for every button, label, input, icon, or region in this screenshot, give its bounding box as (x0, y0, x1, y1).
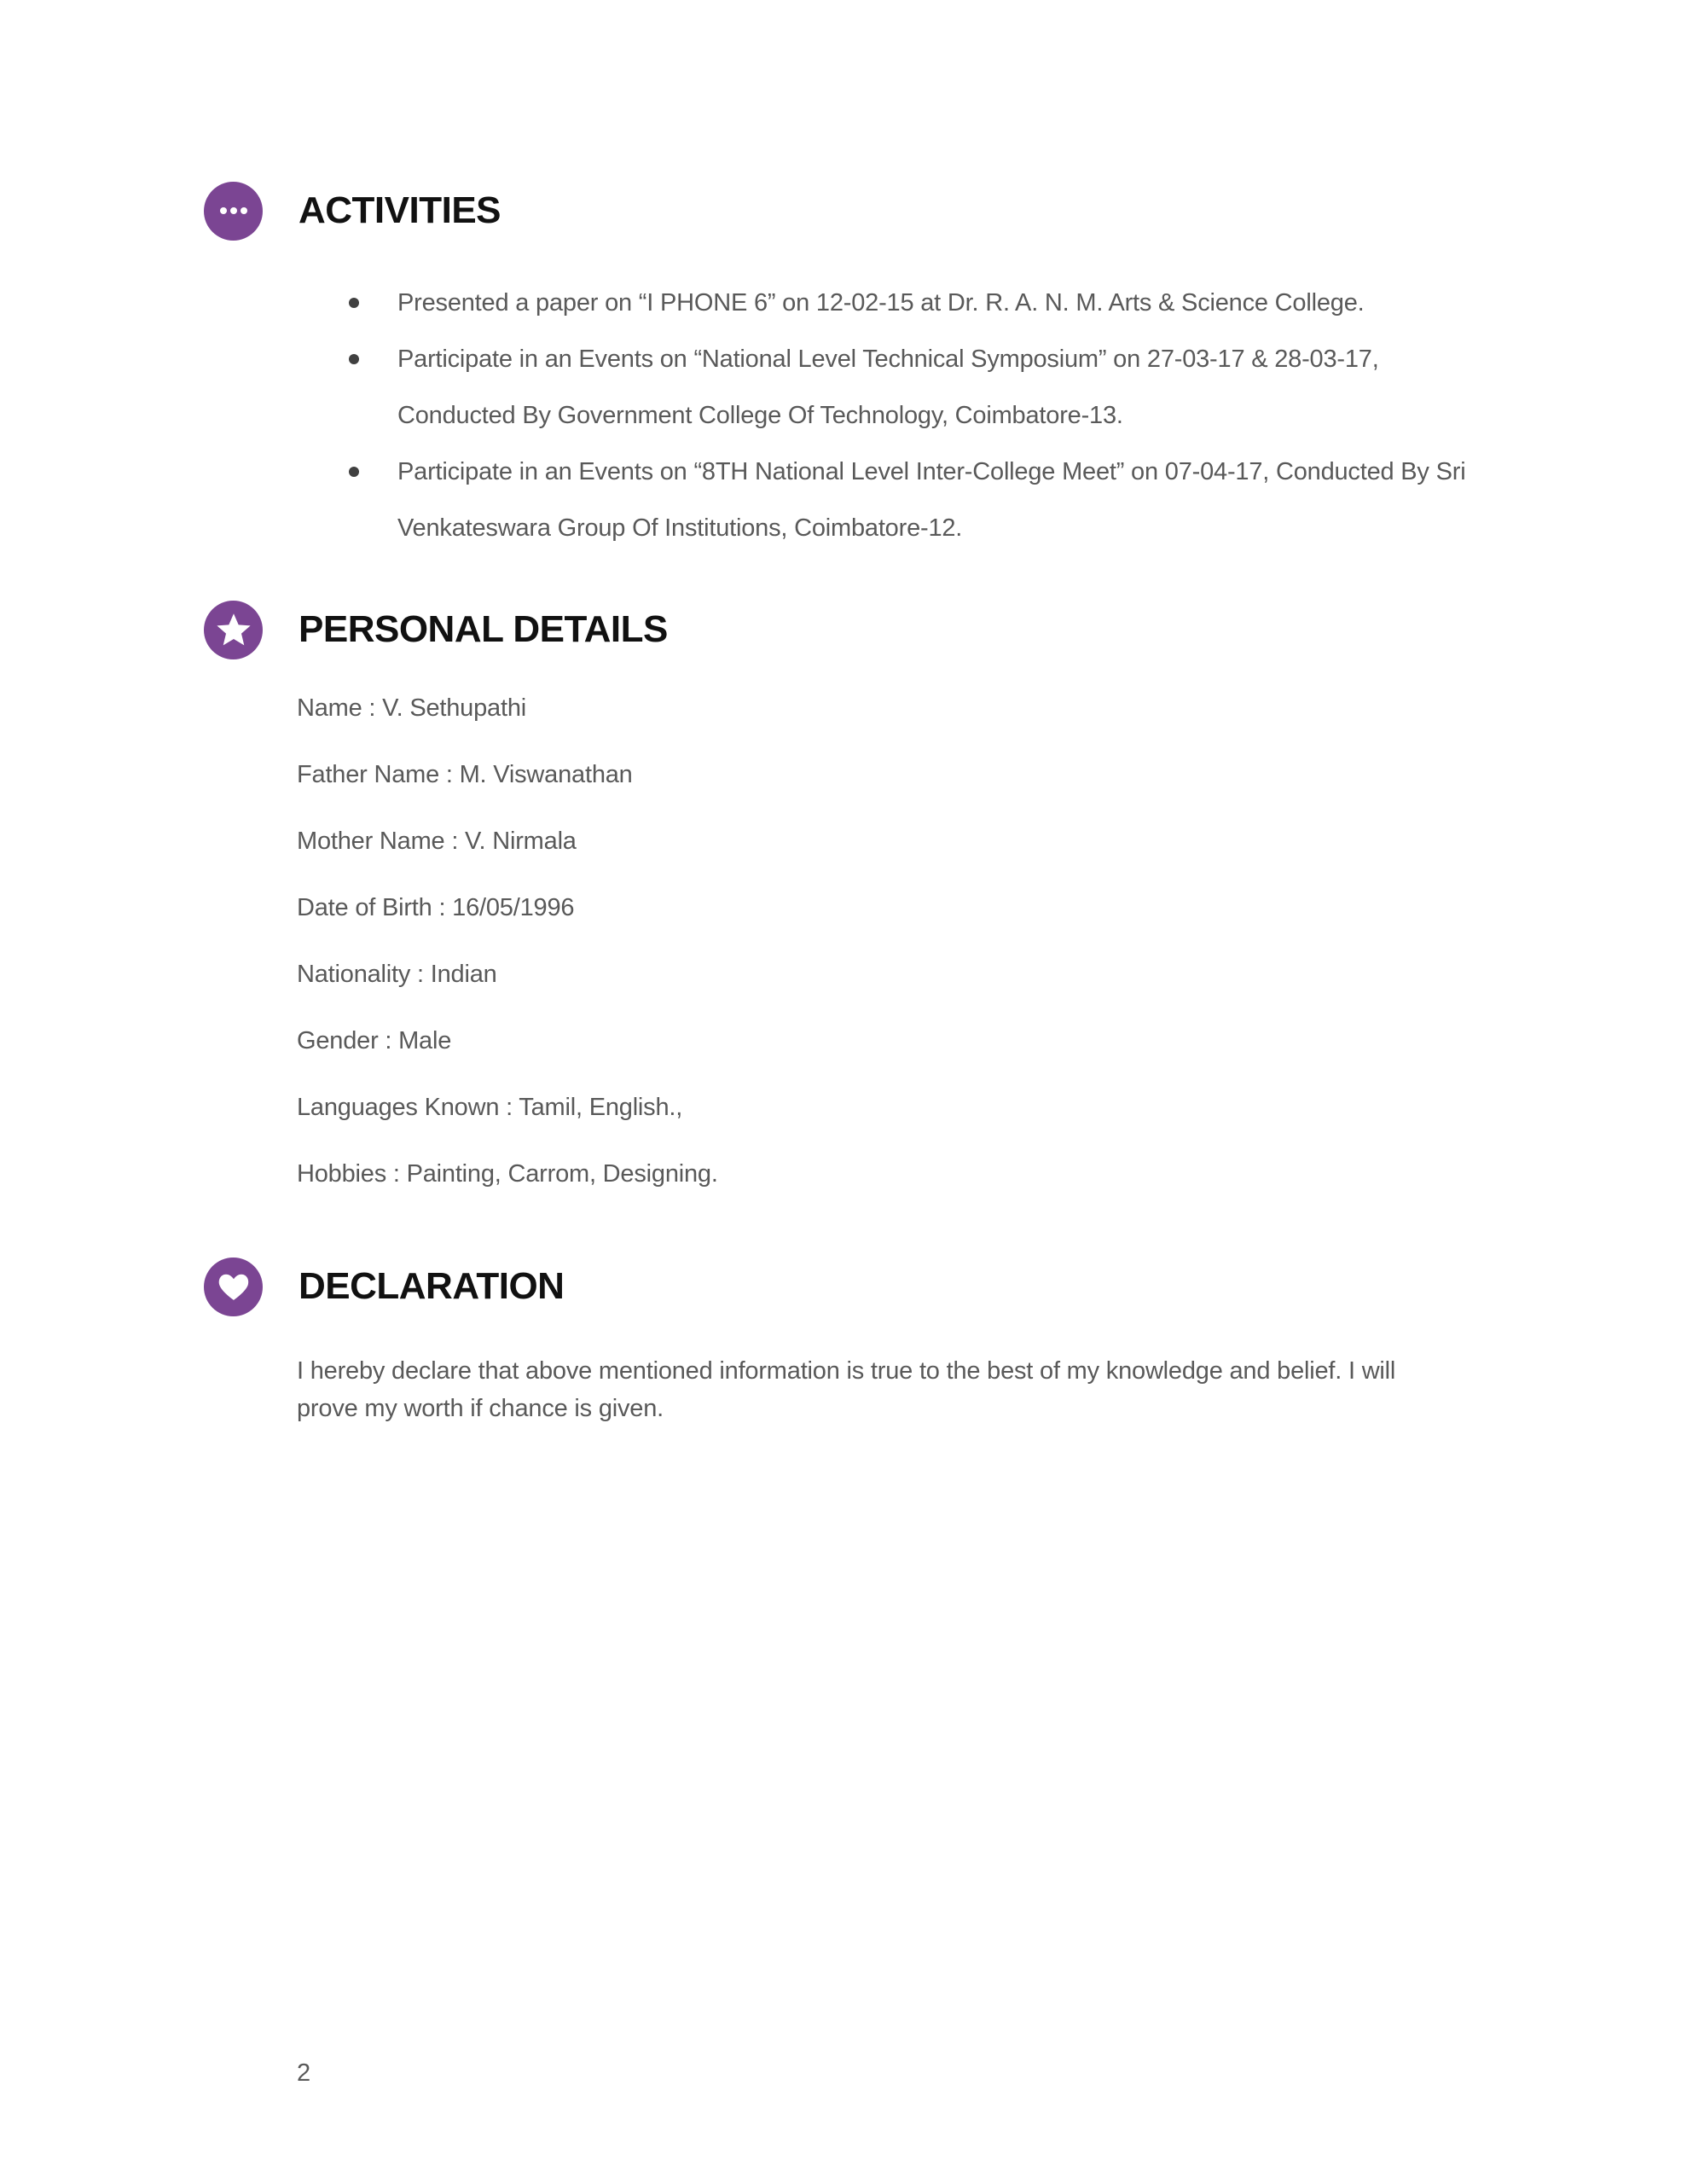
list-item (341, 444, 1484, 556)
list-item (341, 331, 1484, 444)
detail-name: Name : V. Sethupathi (297, 694, 526, 722)
declaration-section-header (204, 1257, 564, 1316)
activities-section-header (204, 181, 501, 241)
detail-languages: Languages Known : Tamil, English., (297, 1094, 683, 1121)
activities-heading: ACTIVITIES (299, 189, 501, 231)
activity-text: Participate in an Events on “8TH National Level Inter-College Meet” on 07-04-17, Conducted By Sri Venkateswara Group Of Institutions, Coimbatore-12. (397, 458, 1466, 542)
personal-details-heading: PERSONAL DETAILS (299, 608, 668, 650)
bullet-icon (349, 467, 359, 477)
activities-list (341, 275, 1484, 556)
detail-mother-name: Mother Name : V. Nirmala (297, 828, 577, 855)
ellipsis-icon (204, 182, 263, 241)
declaration-heading: DECLARATION (299, 1265, 565, 1307)
personal-details-section-header (204, 600, 668, 659)
detail-hobbies: Hobbies : Painting, Carrom, Designing. (297, 1160, 718, 1188)
page-number: 2 (297, 2059, 311, 2087)
bullet-icon (349, 354, 359, 364)
declaration-text: I hereby declare that above mentioned information is true to the best of my knowledge and belief. I will prove my worth if chance is given. (297, 1357, 1396, 1422)
list-item (341, 275, 1484, 331)
detail-date-of-birth: Date of Birth : 16/05/1996 (297, 894, 575, 921)
detail-nationality: Nationality : Indian (297, 961, 497, 988)
activity-text: Participate in an Events on “National Level Technical Symposium” on 27-03-17 & 28-03-17, Conducted By Government College Of Technology, Coimbatore-13. (397, 346, 1379, 429)
personal-details-list (297, 689, 718, 1222)
activity-text: Presented a paper on “I PHONE 6” on 12-02-15 at Dr. R. A. N. M. Arts & Science College. (397, 289, 1365, 317)
detail-father-name: Father Name : M. Viswanathan (297, 761, 633, 788)
bullet-icon (349, 298, 359, 308)
heart-icon (204, 1258, 263, 1316)
star-icon (204, 601, 263, 659)
detail-gender: Gender : Male (297, 1027, 452, 1054)
